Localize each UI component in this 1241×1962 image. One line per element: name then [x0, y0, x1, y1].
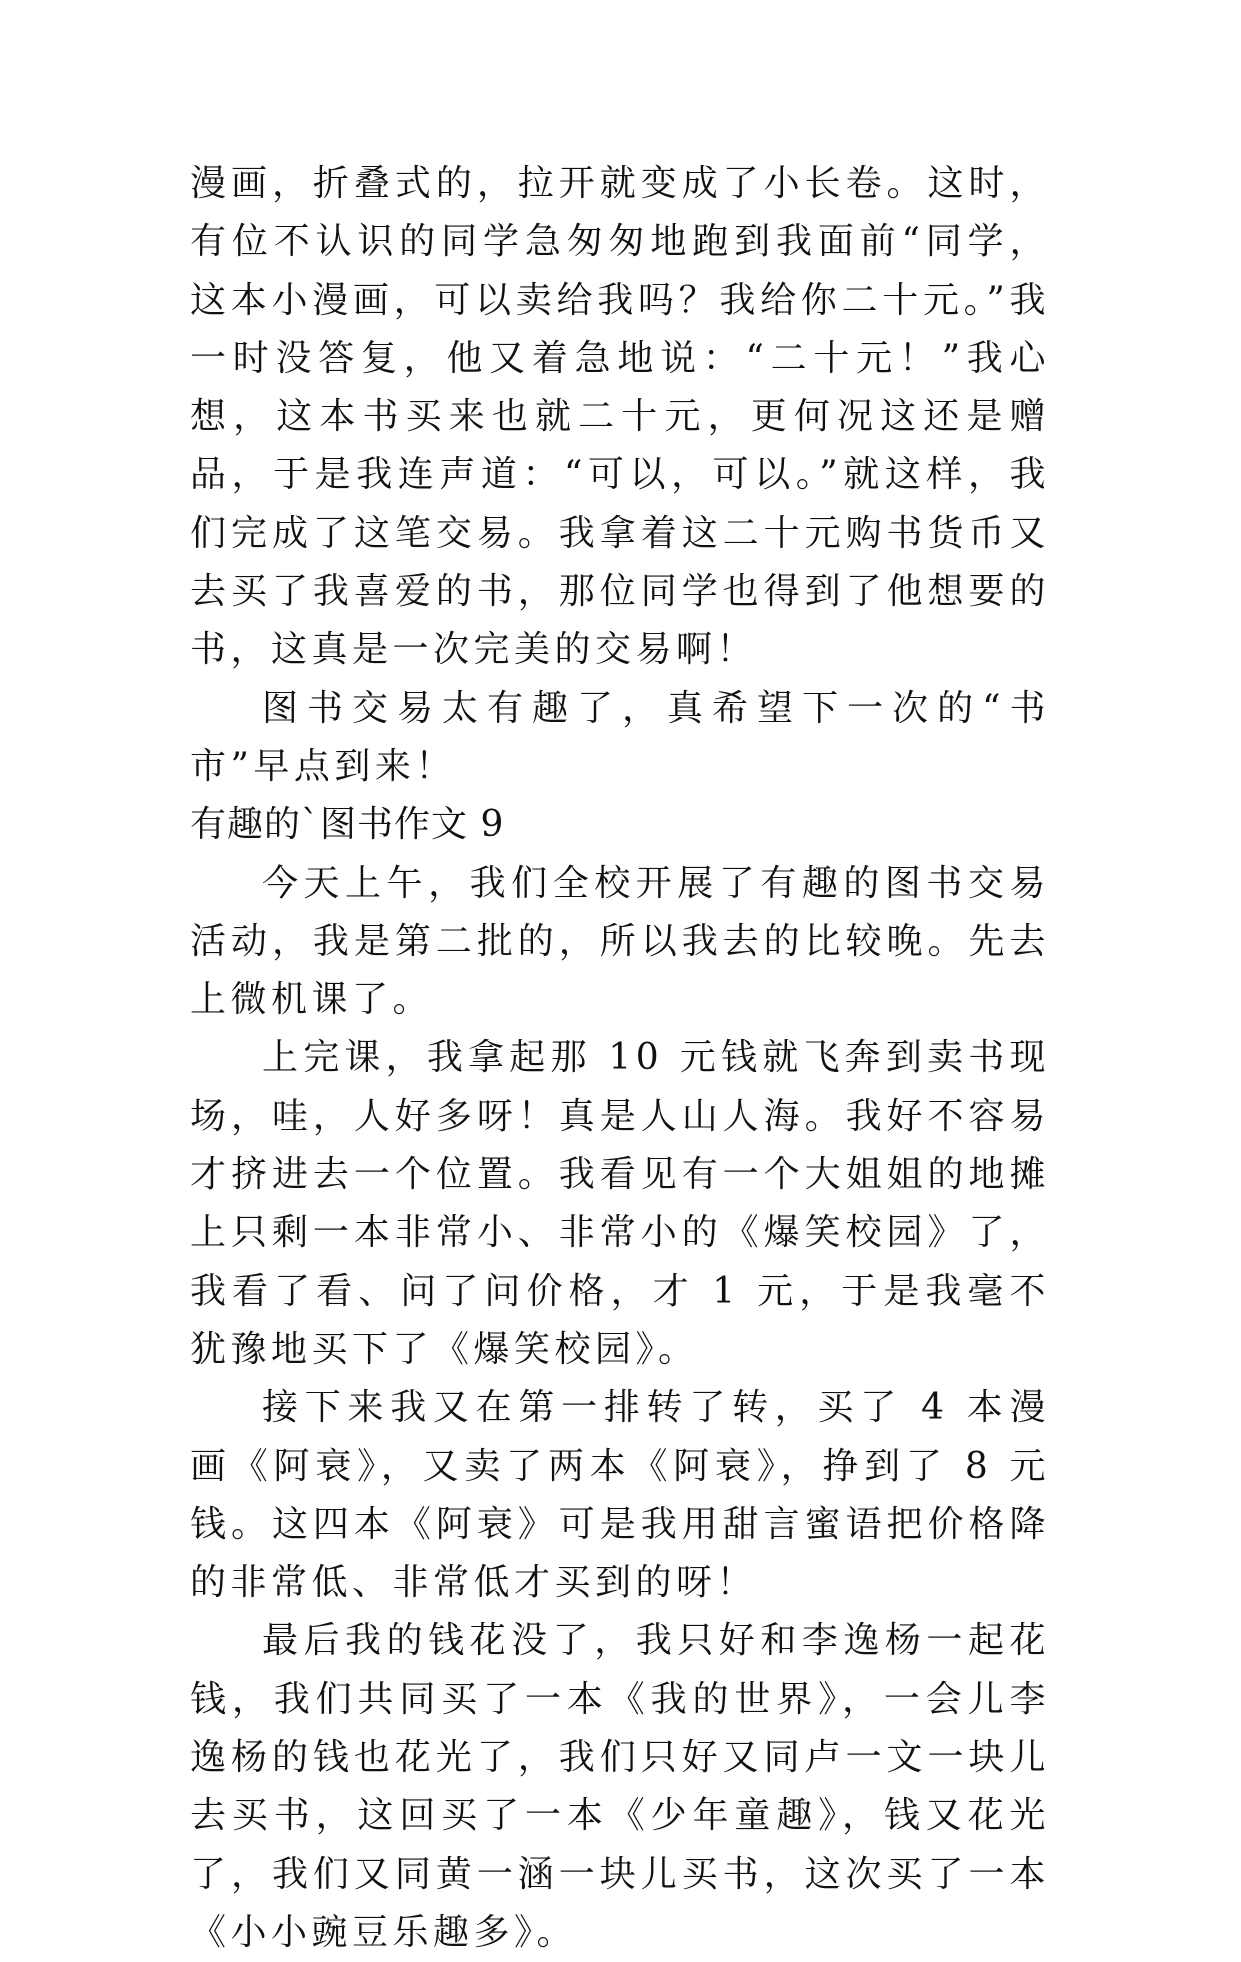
paragraph-continuation: 漫画，折叠式的，拉开就变成了小长卷。这时，有位不认识的同学急匆匆地跑到我面前“同学，这本小漫画，可以卖给我吗？我给你二十元。”我一时没答复，他又着急地说：“二十元！”我心想，这本书买来也就二十元，更何况这还是赠品，于是我连声道：“可以，可以。”就这样，我们完成了这笔交易。我拿着这二十元购书货币又去买了我喜爱的书，那位同学也得到了他想要的书，这真是一次完美的交易啊！	[190, 163, 1050, 671]
paragraph-intro: 今天上午，我们全校开展了有趣的图书交易活动，我是第二批的，所以我去的比较晚。先去上微机课了。	[190, 862, 1050, 1021]
paragraph-second-purchase: 接下来我又在第一排转了转，买了 4 本漫画《阿衰》，又卖了两本《阿衰》，挣到了 8 元钱。这四本《阿衰》可是我用甜言蜜语把价格降的非常低、非常低才买到的呀！	[190, 1387, 1050, 1604]
paragraph-first-purchase: 上完课，我拿起那 10 元钱就飞奔到卖书现场，哇，人好多呀！真是人山人海。我好不容易才挤进去一个位置。我看见有一个大姐姐的地摊上只剩一本非常小、非常小的《爆笑校园》了，我看了看、问了问价格，才 1 元，于是我毫不犹豫地买下了《爆笑校园》。	[190, 1037, 1050, 1370]
document-body	[190, 155, 1050, 1962]
paragraph-closing: 图书交易太有趣了，真希望下一次的“书市”早点到来！	[190, 687, 1050, 787]
essay-heading: 有趣的`图书作文 9	[190, 804, 505, 846]
paragraph-final-purchase: 最后我的钱花没了，我只好和李逸杨一起花钱，我们共同买了一本《我的世界》，一会儿李逸杨的钱也花光了，我们只好又同卢一文一块儿去买书，这回买了一本《少年童趣》，钱又花光了，我们又同黄一涵一块儿买书，这次买了一本《小小豌豆乐趣多》。	[190, 1620, 1050, 1953]
